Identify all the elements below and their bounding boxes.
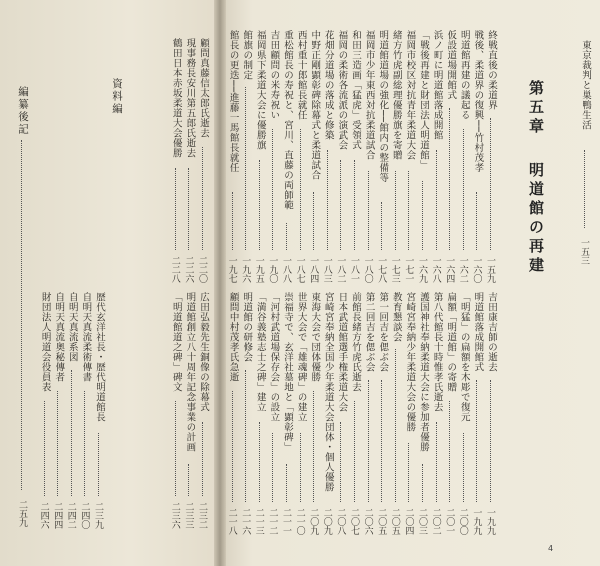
toc-leader (368, 380, 369, 502)
toc-entry-title: 広田弘毅先生銅像の除幕式 (198, 292, 209, 412)
toc-leader (584, 150, 585, 228)
toc-leader (408, 443, 409, 502)
toc-leader (476, 192, 477, 251)
toc-leader (313, 391, 314, 503)
toc-leader (272, 129, 273, 251)
toc-entry-page: 二〇九 (308, 508, 319, 535)
toc-entry-page: 一九五 (253, 256, 264, 283)
toc-entry-page: 一五三 (579, 238, 589, 265)
toc-leader (395, 349, 396, 503)
toc-entry-title: 浜ノ町に明道館落成開館 (431, 30, 443, 140)
toc-entry-page: 一五九 (485, 256, 495, 283)
toc-entry-title: 顧問中村茂孝氏急逝 (227, 292, 239, 382)
toc-entry-title: 東京裁判と巣鴨生活 (580, 40, 591, 130)
toc-entry-page: 二一八 (226, 508, 237, 535)
postscript-page: 二五九 (17, 500, 27, 527)
toc-entry-title: 吉田顧問の米寿祝い (268, 30, 280, 120)
toc-entry-page: 二一〇 (294, 508, 305, 535)
toc-entry-title: 仮設道場開館式 (445, 30, 457, 100)
toc-entry-title: 館旗の制定 (241, 30, 253, 80)
toc-leader (354, 160, 355, 250)
toc-leader (232, 391, 233, 503)
toc-entry-page: 一六〇 (471, 256, 482, 283)
toc-leader (463, 433, 464, 503)
toc-entry-page: 二一三 (253, 508, 264, 535)
toc-entry-page: 一九七 (226, 256, 237, 283)
toc-entry-page: 二三六 (169, 502, 180, 529)
toc-entry-title: 東海大会で団体優勝 (309, 292, 321, 382)
toc-entry-page: 二四二 (65, 502, 76, 529)
toc-entry-page: 一八〇 (362, 256, 373, 283)
toc-entry-page: 二四〇 (79, 502, 90, 529)
toc-entry-page: 二三三 (183, 502, 194, 529)
toc-entry-title: 現事務長安川第五郎氏逝去 (184, 38, 196, 158)
toc-leader (395, 171, 396, 251)
toc-entry-page: 二二六 (183, 256, 194, 283)
toc-entry-page: 二四六 (38, 502, 49, 529)
chapter-title: 明道館の再建 (527, 162, 545, 276)
toc-entry-page: 二〇〇 (457, 508, 468, 535)
toc-leader (202, 147, 203, 250)
chapter-number: 第五章 (527, 80, 545, 137)
toc-leader (44, 401, 45, 496)
toc-leader (436, 150, 437, 251)
toc-entry-title: 福岡の柔術各流派の演武会 (336, 30, 348, 150)
toc-leader (57, 391, 58, 497)
toc-entry-page: 二〇二 (430, 508, 441, 535)
toc-entry-page: 一九九 (485, 508, 495, 535)
toc-entry-page: 二〇八 (335, 508, 346, 535)
toc-leader (232, 192, 233, 251)
toc-entry-title: 第一回吉を偲ぶ会 (377, 292, 389, 372)
toc-leader (313, 192, 314, 251)
toc-entry-title: 日本武道館選手権柔道大会 (336, 292, 348, 412)
toc-entry-page: 一八八 (281, 256, 291, 283)
toc-entry-title: 崇福寺で、玄洋社墓地と「顕彰碑」 (282, 292, 293, 452)
toc-entry-title: 重松館長の寿祝と、宮川、直藤の両師範 (282, 30, 293, 210)
toc-entry-page: 二一一 (281, 508, 291, 535)
toc-entry-title: 明道館再建の議起る (458, 30, 470, 120)
toc-entry-title: 自明天真流柔術傳書 (80, 292, 92, 382)
toc-entry-title: 第八代館長十時惟孝氏逝去 (431, 292, 443, 412)
postscript-title: 編纂後記 (17, 86, 29, 136)
toc-entry-page: 二〇一 (444, 508, 455, 535)
toc-entry-page: 二〇九 (321, 508, 332, 535)
toc-leader (21, 140, 22, 490)
toc-entry-page: 一八七 (294, 256, 305, 283)
toc-leader (490, 380, 491, 502)
toc-leader (188, 168, 189, 250)
toc-entry-page: 一九九 (471, 508, 482, 535)
toc-entry-title: 自明天真流系図 (66, 292, 78, 362)
toc-entry-title: 吉田康吉師の逝去 (486, 292, 497, 372)
toc-entry-title: 歴代玄洋社長・歴代明道館長 (94, 292, 105, 422)
toc-entry-title: 「明猛」の扁額を木彫で復元 (458, 292, 470, 422)
toc-entry-title: 世界大会で「雄魂碑」の建立 (295, 292, 307, 422)
toc-leader (463, 129, 464, 251)
toc-entry-title: 宮崎宮奉納少年柔道大会の優勝 (404, 292, 416, 432)
toc-entry-page: 一七三 (389, 256, 400, 283)
toc-entry-page: 一八二 (335, 256, 346, 283)
toc-entry-title: 和田三造画「猛虎」受領式 (350, 30, 361, 150)
toc-entry-title: 終戦直後の柔道界 (486, 30, 497, 110)
toc-entry-title: 自明天真流奥秘傳者 (53, 292, 65, 382)
toc-entry-title: 西村重十郎館長就任 (295, 30, 307, 120)
toc-entry-title: 扁額「明道館」の寄贈 (445, 292, 457, 392)
toc-leader (436, 422, 437, 502)
toc-entry-title: 明道館創立八十周年記念事業の計画 (184, 292, 196, 452)
toc-entry-page: 二四四 (52, 502, 63, 529)
toc-leader (84, 391, 85, 497)
toc-leader (259, 422, 260, 502)
toc-entry-title: 顧問真藤信太郎氏逝去 (198, 38, 209, 138)
toc-entry-title: 宮崎宮奉納全国少年柔道大会団体・個人優勝 (322, 292, 334, 492)
toc-entry-page: 一七八 (376, 256, 387, 283)
book-gutter (214, 0, 226, 566)
toc-entry-page: 二〇三 (417, 508, 427, 535)
toc-leader (272, 433, 273, 503)
toc-entry-title: 「満谷義塾志士之碑」建立 (254, 292, 266, 412)
toc-entry-title: 教育懇談会 (390, 292, 402, 342)
toc-entry-title: 「明道館道之碑」碑文 (170, 292, 182, 392)
toc-entry-page: 一九六 (240, 256, 251, 283)
toc-entry-title: 戦後、柔道界の復興──竹村茂孝 (472, 30, 484, 173)
toc-entry-title: 中野正剛顕彰碑除幕式と柔道試合 (309, 30, 321, 180)
toc-entry-title: 福岡県下柔道大会に優勝旗 (254, 30, 266, 150)
toc-entry-page: 一八三 (321, 256, 332, 283)
toc-leader (408, 171, 409, 251)
toc-entry-page: 一六二 (457, 256, 468, 283)
toc-leader (490, 118, 491, 250)
toc-entry-page: 一六八 (430, 256, 441, 283)
toc-entry-title: 財団法人明道会役員表 (39, 292, 51, 392)
toc-leader (71, 370, 72, 497)
toc-entry-title: 前館長緒方竹虎氏逝去 (350, 292, 361, 392)
toc-entry-title: 福岡市校区対抗青年柔道大会 (404, 30, 416, 160)
toc-entry-page: 二〇七 (349, 508, 359, 535)
toc-entry-title: 「戦後再建と財団法人明道館」 (418, 30, 429, 170)
toc-entry-page: 一七一 (403, 256, 414, 283)
toc-leader (175, 401, 176, 496)
toc-leader (300, 433, 301, 503)
toc-entry-page: 二〇六 (362, 508, 373, 535)
toc-entry-page: 二〇五 (376, 508, 387, 535)
toc-entry-title: 第二回吉を偲ぶ会 (363, 292, 375, 372)
toc-leader (259, 160, 260, 250)
toc-leader (286, 464, 287, 502)
toc-leader (340, 160, 341, 250)
toc-entry-page: 一八四 (308, 256, 319, 283)
toc-entry-title: 明道館道場の強化──館内の整備等 (377, 30, 389, 183)
toc-entry-title: 福岡市少年東西対抗柔道試合 (363, 30, 375, 160)
toc-entry-page: 二一六 (240, 508, 251, 535)
toc-leader (245, 370, 246, 503)
toc-leader (476, 380, 477, 502)
toc-leader (300, 129, 301, 251)
toc-leader (368, 171, 369, 251)
toc-entry-title: 鶴田日本赤坂柔道大会優勝 (170, 38, 182, 158)
toc-leader (422, 181, 423, 250)
toc-leader (354, 401, 355, 502)
toc-leader (381, 380, 382, 502)
page-folio: 4 (548, 544, 554, 553)
toc-leader (449, 401, 450, 502)
toc-entry-page: 二〇四 (403, 508, 414, 535)
toc-leader (245, 87, 246, 251)
toc-entry-page: 一六九 (417, 256, 427, 283)
toc-leader (381, 202, 382, 250)
toc-entry-title: 花畑分道場の落成と修築 (322, 30, 334, 140)
toc-leader (449, 108, 450, 251)
toc-entry-page: 二一二 (267, 508, 278, 535)
toc-entry-title: 緒方竹虎副総理優勝旗を寄贈 (390, 30, 402, 160)
toc-leader (188, 464, 189, 496)
toc-entry-page: 一九〇 (267, 256, 278, 283)
toc-entry-page: 二三二 (197, 502, 207, 529)
toc-leader (422, 464, 423, 502)
toc-leader (286, 223, 287, 250)
toc-entry-page: 二〇五 (389, 508, 400, 535)
toc-leader (202, 422, 203, 496)
toc-entry-page: 二二八 (169, 256, 180, 283)
toc-entry-title: 明道館の研修会 (241, 292, 253, 362)
toc-entry-title: 明道館落成開館式 (472, 292, 484, 372)
toc-leader (340, 422, 341, 502)
toc-entry-title: 護国神社奉納柔道大会に参加者優勝 (418, 292, 429, 452)
section-heading: 資料編 (111, 78, 123, 116)
toc-entry-page: 一八一 (349, 256, 359, 283)
toc-entry-page: 二二〇 (197, 256, 207, 283)
toc-entry-title: 「河村武道場保存会」の設立 (268, 292, 280, 422)
toc-leader (175, 168, 176, 250)
toc-entry-page: 一六四 (444, 256, 455, 283)
toc-entry-page: 二三九 (93, 502, 103, 529)
toc-leader (98, 433, 99, 497)
toc-leader (327, 150, 328, 251)
toc-entry-title: 館長の更迭──進藤一馬館長就任 (227, 30, 239, 173)
